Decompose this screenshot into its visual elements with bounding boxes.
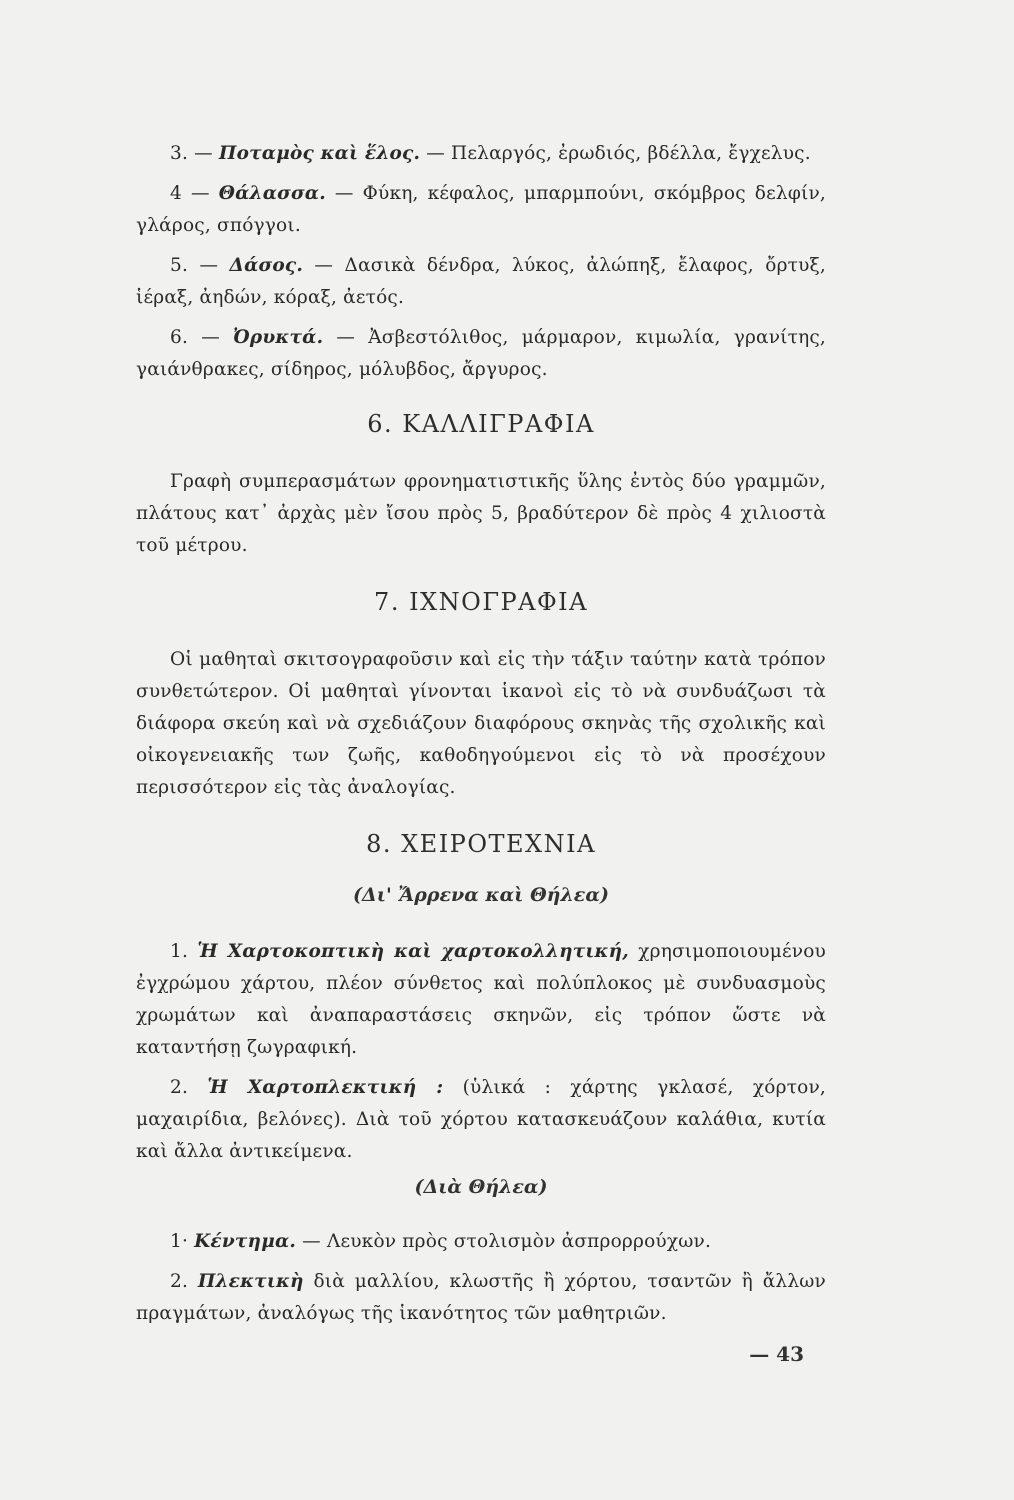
craft-1-text: χρησιμοποιουμένου ἐγχρώμου χάρτου, πλέον σύνθετος καὶ πολύπλοκος μὲ συνδυασμοὺς χρωμάτων καὶ ἀναπαραστάσεις σκηνῶν, εἰς τρόπον ὥστε νὰ καταντήσῃ ζωγραφική. (136, 941, 826, 1058)
page-number: — 43 (749, 1342, 804, 1366)
lesson-4-title: Θάλασσα. (218, 183, 326, 204)
heading-cheirotechnia: 8. ΧΕΙΡΟΤΕΧΝΙΑ (366, 830, 596, 858)
craft-1 (136, 936, 826, 1064)
lesson-6-text: — Ἀσβεστόλιθος, μάρμαρον, κιμωλία, γρανίτης, γαιάνθρακες, σίδηρος, μόλυβδος, ἄργυρος. (136, 327, 826, 380)
craft-2-num: 2. (170, 1077, 208, 1098)
lesson-4-text: — Φύκη, κέφαλος, μπαρμπούνι, σκόμβρος δελφίν, γλάρος, σπόγγοι. (136, 183, 826, 236)
lesson-3-title: Ποταμὸς καὶ ἕλος. (218, 143, 421, 164)
female-craft-2-num: 2. (170, 1271, 198, 1292)
lesson-6-title: Ὀρυκτά. (233, 327, 324, 348)
ichnografia-section (136, 644, 826, 812)
ichnografia-paragraph: Οἱ μαθηταὶ σκιτσογραφοῦσιν καὶ εἰς τὴν τάξιν ταύτην κατὰ τρόπον συνθετώτερον. Οἱ μαθηταὶ γίνονται ἱκανοὶ εἰς τὸ νὰ συνδυάζωσι τὰ διάφορα σκεύη καὶ νὰ σχεδιάζουν διαφόρους σκηνὰς τῆς σχολικῆς καὶ οἰκογενειακῆς των ζωῆς, καθοδηγούμενοι εἰς τὸ νὰ προσέχουν περισσότερον εἰς τὰς ἀναλογίας. (136, 649, 826, 798)
female-craft-1-text: — Λευκὸν πρὸς στολισμὸν ἀσπρορρούχων. (296, 1231, 712, 1252)
lesson-4-num: 4 — (170, 183, 219, 204)
subheading-female: (Διὰ Θήλεα) (414, 1176, 548, 1198)
female-craft-2-text: διὰ μαλλίου, κλωστῆς ἢ χόρτου, τσαντῶν ἢ ἄλλων πραγμάτων, ἀναλόγως τῆς ἱκανότητος τῶν μαθητριῶν. (136, 1271, 826, 1324)
lesson-5 (136, 250, 826, 314)
female-crafts-section (136, 1226, 826, 1338)
craft-1-num: 1. (170, 941, 198, 962)
craft-2-text: (ὑλικά : χάρτης γκλασέ, χόρτον, μαχαιρίδια, βελόνες). Διὰ τοῦ χόρτου κατασκευάζουν καλάθια, κυτία καὶ ἄλλα ἀντικείμενα. (136, 1077, 826, 1162)
lesson-6-num: 6. — (170, 327, 234, 348)
craft-2 (136, 1072, 826, 1168)
lesson-3 (136, 138, 826, 170)
heading-ichnografia: 7. ΙΧΝΟΓΡΑΦΙΑ (374, 588, 588, 616)
female-craft-1-title: Κέντημα. (194, 1231, 297, 1252)
lesson-5-num: 5. — (170, 255, 230, 276)
craft-2-title: Ἡ Χαρτοπλεκτική : (207, 1077, 444, 1098)
lesson-4 (136, 178, 826, 242)
crafts-section (136, 936, 826, 1176)
female-craft-1-num: 1· (170, 1231, 195, 1252)
lesson-5-text: — Δασικὰ δένδρα, λύκος, ἀλώπηξ, ἔλαφος, ὄρτυξ, ἱέραξ, ἀηδών, κόραξ, ἀετός. (136, 255, 826, 308)
lesson-5-title: Δάσος. (229, 255, 304, 276)
lesson-3-num: 3. — (170, 143, 219, 164)
craft-1-title: Ἡ Χαρτοκοπτικὴ καὶ χαρτοκολλητική, (197, 941, 629, 962)
female-craft-1 (136, 1226, 826, 1258)
kalligrafia-paragraph: Γραφὴ συμπερασμάτων φρονηματιστικῆς ὕλης ἐντὸς δύο γραμμῶν, πλάτους κατ᾿ ἀρχὰς μὲν ἴσου πρὸς 5, βραδύτερον δὲ πρὸς 4 χιλιοστὰ τοῦ μέτρου. (136, 471, 826, 556)
lesson-6 (136, 322, 826, 386)
subheading-both-sexes: (Δι' Ἄρρενα καὶ Θήλεα) (353, 884, 609, 906)
female-craft-2 (136, 1266, 826, 1330)
lessons-list (136, 138, 826, 394)
kalligrafia-section (136, 466, 826, 570)
lesson-3-text: — Πελαργός, ἐρωδιός, βδέλλα, ἔγχελυς. (420, 143, 811, 164)
female-craft-2-title: Πλεκτικὴ (197, 1271, 304, 1292)
heading-kalligrafia: 6. ΚΑΛΛΙΓΡΑΦΙΑ (367, 410, 595, 438)
